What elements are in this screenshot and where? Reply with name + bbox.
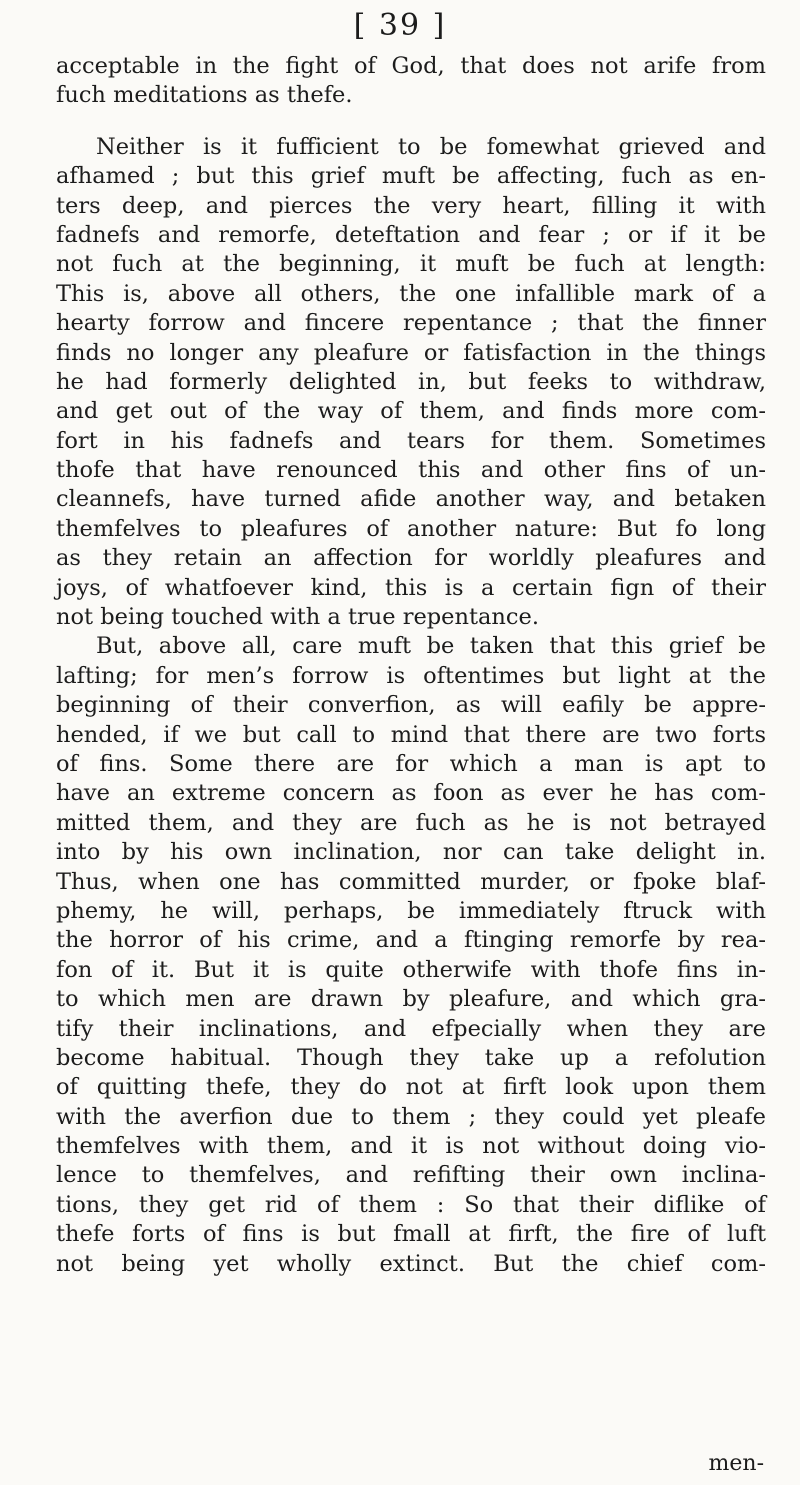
text-line: have an extreme concern as foon as ever he has com- [56,780,766,807]
text-line: afhamed ; but this grief muft be affecting, fuch as en- [56,163,766,190]
text-line: lafting; for men’s forrow is oftentimes but light at the [56,662,766,689]
text-line: tions, they get rid of them : So that their diflike of [56,1191,766,1218]
text-line: themfelves with them, and it is not without doing vio- [56,1133,766,1160]
text-line: mitted them, and they are fuch as he is not betrayed [56,809,766,836]
text-line: not being touched with a true repentance. [56,604,539,631]
text-line: hended, if we but call to mind that there are two forts [56,721,766,748]
text-line: and get out of the way of them, and finds more com- [56,398,766,425]
text-line: not fuch at the beginning, it muft be fuch at length: [56,251,766,278]
body-text [56,52,766,1279]
text-line: to which men are drawn by pleafure, and which gra- [56,986,766,1013]
text-line: of fins. Some there are for which a man is apt to [56,750,766,777]
text-line: ters deep, and pierces the very heart, filling it with [56,192,766,219]
text-line: hearty forrow and fincere repentance ; that the finner [56,310,766,337]
text-line: This is, above all others, the one infallible mark of a [56,280,766,307]
text-line: not being yet wholly extinct. But the chief com- [56,1250,766,1277]
text-line: thofe that have renounced this and other fins of un- [56,457,766,484]
text-line: fuch meditations as thefe. [56,82,353,109]
text-line: cleannefs, have turned afide another way, and betaken [56,486,766,513]
text-line: into by his own inclination, nor can take delight in. [56,839,766,866]
text-line: as they retain an affection for worldly pleafures and [56,545,766,572]
text-line: fort in his fadnefs and tears for them. Sometimes [56,427,766,454]
text-line: But, above all, care muft be taken that this grief be [96,633,766,660]
text-line: fadnefs and remorfe, deteftation and fear ; or if it be [56,221,766,248]
text-line: acceptable in the fight of God, that does not arife from [56,53,766,79]
text-line: lence to themfelves, and refifting their own inclina- [56,1162,766,1189]
text-line: beginning of their converfion, as will eafily be appre- [56,692,766,719]
text-line: thefe forts of fins is but fmall at firft, the fire of luft [56,1221,766,1248]
text-line: fon of it. But it is quite otherwife with thofe fins in- [56,956,766,983]
text-line: with the averfion due to them ; they could yet pleafe [56,1103,766,1130]
text-line: joys, of whatfoever kind, this is a certain fign of their [56,574,766,601]
catchword: men- [708,1451,764,1476]
text-line: Thus, when one has committed murder, or fpoke blaf- [56,868,766,895]
page-number-header: [ 39 ] [353,8,447,43]
text-line: the horror of his crime, and a ftinging remorfe by rea- [56,927,766,954]
text-line: become habitual. Though they take up a refolution [56,1044,766,1071]
text-line: tify their inclinations, and efpecially when they are [56,1015,766,1042]
text-line: Neither is it fufficient to be fomewhat grieved and [96,133,766,160]
text-line: finds no longer any pleafure or fatisfaction in the things [56,339,766,366]
text-line: themfelves to pleafures of another nature: But fo long [56,515,766,542]
text-line: phemy, he will, perhaps, be immediately ftruck with [56,897,766,924]
text-line: of quitting thefe, they do not at firft look upon them [56,1074,766,1101]
text-line: he had formerly delighted in, but feeks to withdraw, [56,368,766,395]
